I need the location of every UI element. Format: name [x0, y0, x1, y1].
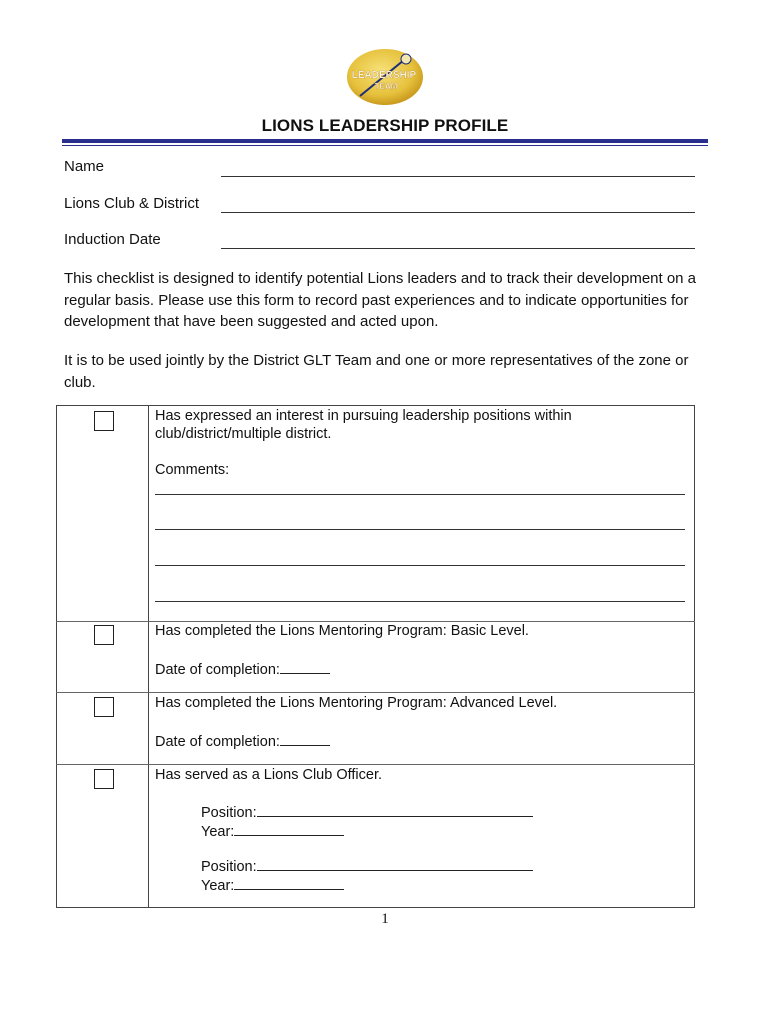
name-label: Name	[64, 158, 105, 175]
comments-line[interactable]	[155, 529, 685, 530]
checkbox-mentoring-advanced[interactable]	[94, 697, 114, 717]
table-column-divider	[148, 405, 149, 908]
position-field[interactable]	[257, 855, 533, 871]
position-label: Position:	[201, 859, 257, 875]
officer-year-row-2	[201, 874, 344, 896]
item-mentoring-basic: Has completed the Lions Mentoring Program: Basic Level.	[155, 623, 529, 639]
induction-date-label: Induction Date	[64, 231, 161, 248]
induction-date-field[interactable]	[221, 248, 695, 249]
usage-paragraph: It is to be used jointly by the District GLT Team and one or more representatives of the zone or club.	[64, 352, 689, 391]
year-label: Year:	[201, 878, 235, 894]
checkbox-leadership-interest[interactable]	[94, 411, 114, 431]
comments-line[interactable]	[155, 565, 685, 566]
basic-date-field[interactable]	[280, 658, 330, 674]
comments-line[interactable]	[155, 494, 685, 495]
page-title: LIONS LEADERSHIP PROFILE	[261, 116, 509, 135]
year-field[interactable]	[234, 874, 344, 890]
checkbox-mentoring-basic[interactable]	[94, 625, 114, 645]
logo-text-leadership: LEADERSHIP	[351, 70, 417, 81]
club-district-label: Lions Club & District	[64, 195, 200, 212]
officer-year-row-1	[201, 820, 344, 842]
year-label: Year:	[201, 824, 235, 840]
club-district-field[interactable]	[221, 212, 695, 213]
year-field[interactable]	[234, 820, 344, 836]
basic-date-label: Date of completion:	[155, 662, 280, 678]
item-leadership-interest-line2: club/district/multiple district.	[155, 426, 332, 442]
item-club-officer: Has served as a Lions Club Officer.	[155, 767, 383, 783]
name-field[interactable]	[221, 176, 695, 177]
row-divider	[56, 764, 695, 765]
checklist-table	[56, 405, 695, 908]
basic-date-row	[155, 658, 330, 680]
checkbox-club-officer[interactable]	[94, 769, 114, 789]
logo-text-team: TEAM	[374, 82, 398, 91]
item-leadership-interest-line1: Has expressed an interest in pursuing leadership positions within	[155, 408, 572, 424]
leadership-team-logo	[346, 48, 424, 106]
title-rule-thin	[62, 145, 708, 146]
advanced-date-label: Date of completion:	[155, 734, 280, 750]
page-number: 1	[381, 911, 389, 927]
intro-paragraph: This checklist is designed to identify potential Lions leaders and to track their development on a regular basis. Please use this form to record past experiences and to indicate opportunities for development that have been suggested and acted upon.	[64, 270, 697, 330]
row-divider	[56, 692, 695, 693]
advanced-date-field[interactable]	[280, 730, 330, 746]
title-rule-thick	[62, 139, 708, 143]
comments-line[interactable]	[155, 601, 685, 602]
item-mentoring-advanced: Has completed the Lions Mentoring Program: Advanced Level.	[155, 695, 558, 711]
comments-label: Comments:	[155, 462, 230, 478]
advanced-date-row	[155, 730, 330, 752]
position-label: Position:	[201, 805, 257, 821]
position-field[interactable]	[257, 801, 533, 817]
